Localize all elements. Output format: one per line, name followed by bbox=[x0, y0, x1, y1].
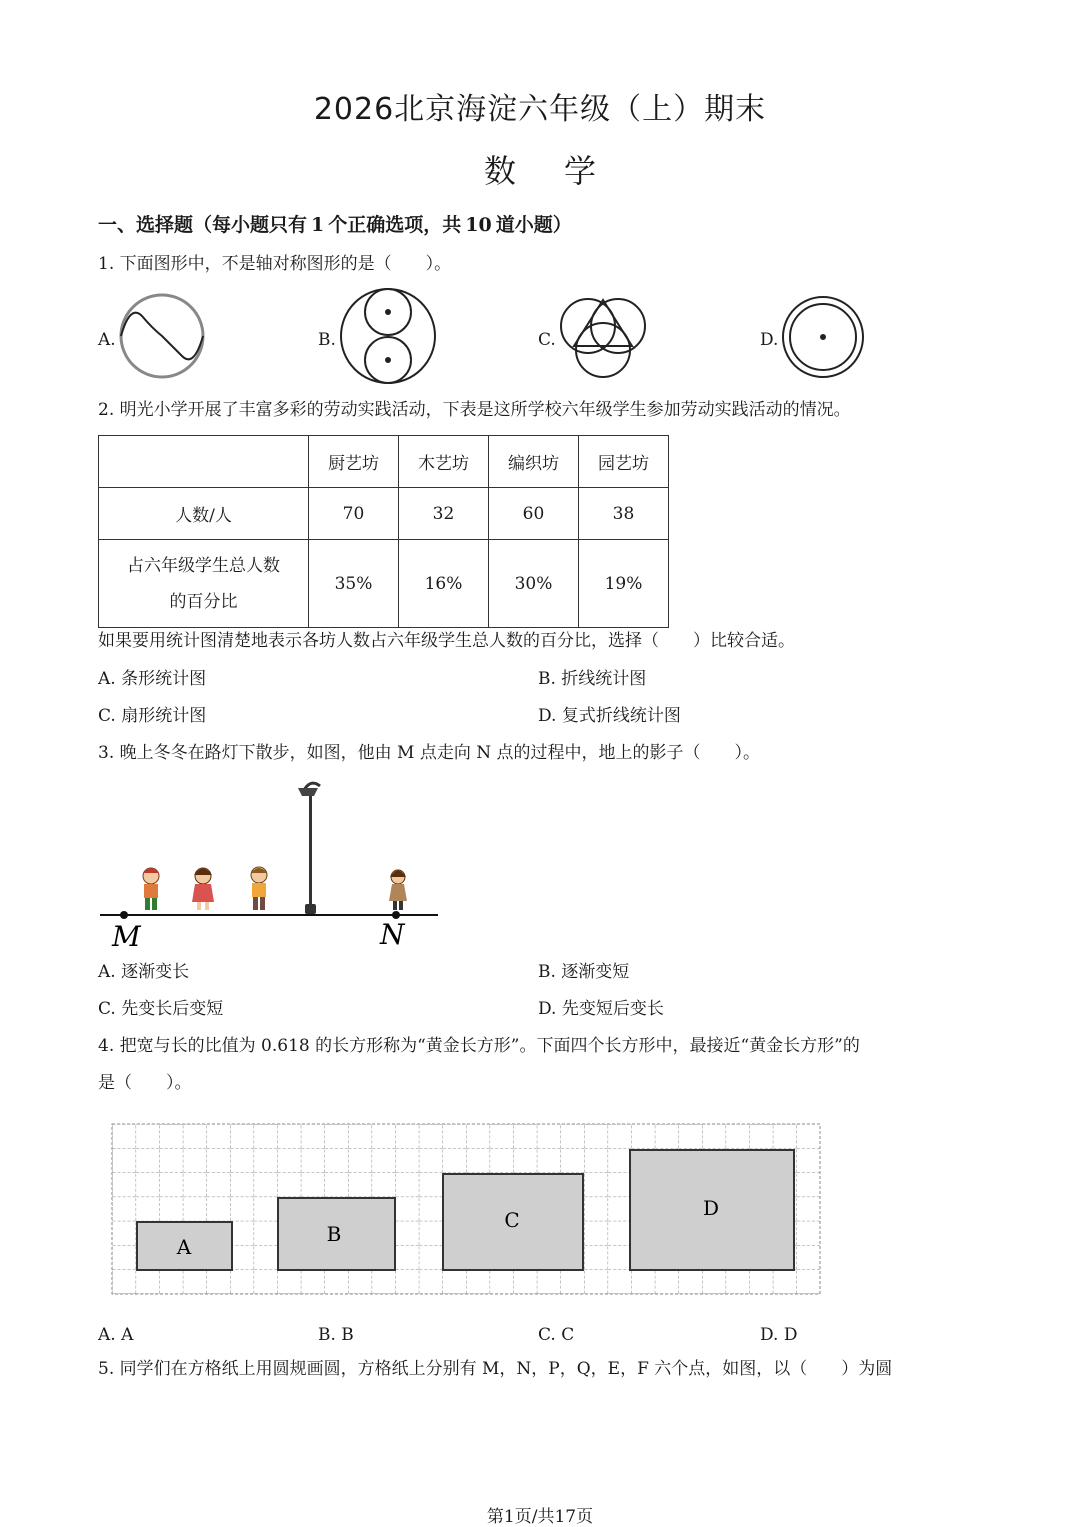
question-3-stem: 3. 晚上冬冬在路灯下散步，如图，他由 M 点走向 N 点的过程中，地上的影子（ ）。 bbox=[98, 743, 761, 763]
child-figure-1 bbox=[143, 868, 159, 910]
triangle-circles-figure bbox=[560, 294, 650, 380]
q4-option-d: D. D bbox=[760, 1325, 798, 1345]
subject-title: 数学 bbox=[483, 152, 644, 190]
table-row-label-line1: 占六年级学生总人数 bbox=[127, 555, 280, 576]
q2-option-c: C. 扇形统计图 bbox=[98, 706, 207, 726]
table-header-cell: 木艺坊 bbox=[399, 436, 489, 488]
q1-option-d-label: D. bbox=[760, 330, 779, 350]
page-number: 第1页/共17页 bbox=[486, 1507, 594, 1527]
table-cell: 19% bbox=[579, 540, 669, 628]
labor-activity-table bbox=[98, 435, 669, 628]
rectangle-b-label: B bbox=[326, 1222, 342, 1246]
point-m-label: M bbox=[112, 920, 141, 953]
question-1-stem: 1. 下面图形中，不是轴对称图形的是（ ）。 bbox=[98, 254, 452, 274]
question-5-stem: 5. 同学们在方格纸上用圆规画圆，方格纸上分别有 M，N，P，Q，E，F 六个点，如图，以（ ）为圆 bbox=[98, 1359, 893, 1379]
q1-option-c-label: C. bbox=[538, 330, 556, 350]
child-figure-4 bbox=[389, 870, 407, 910]
table-row-label-line2: 的百分比 bbox=[169, 591, 238, 612]
table-header-cell: 编织坊 bbox=[489, 436, 579, 488]
table-row-label: 人数/人 bbox=[99, 488, 309, 540]
table-header-blank bbox=[99, 436, 309, 488]
table-cell: 30% bbox=[489, 540, 579, 628]
table-header-cell: 厨艺坊 bbox=[309, 436, 399, 488]
two-circles-in-circle-figure bbox=[340, 288, 440, 388]
point-n-label: N bbox=[380, 918, 405, 951]
q4-option-c: C. C bbox=[538, 1325, 575, 1345]
section-heading-suffix: 道小题） bbox=[495, 214, 572, 236]
section-heading-num1: 1 bbox=[311, 214, 325, 236]
table-cell: 32 bbox=[399, 488, 489, 540]
q3-option-c: C. 先变长后变短 bbox=[98, 999, 224, 1019]
page-title: 2026北京海淀六年级（上）期末 bbox=[313, 92, 767, 127]
question-2-prompt: 如果要用统计图清楚地表示各坊人数占六年级学生总人数的百分比，选择（ ）比较合适。 bbox=[98, 631, 795, 651]
yin-yang-figure bbox=[118, 294, 208, 382]
rectangle-d-label: D bbox=[702, 1196, 720, 1220]
question-2-stem: 2. 明光小学开展了丰富多彩的劳动实践活动，下表是这所学校六年级学生参加劳动实践活动的情况。 bbox=[98, 400, 851, 420]
question-4-stem-line2: 是（ ）。 bbox=[98, 1073, 192, 1093]
q3-option-d: D. 先变短后变长 bbox=[538, 999, 664, 1019]
table-cell: 35% bbox=[309, 540, 399, 628]
q1-option-b-label: B. bbox=[318, 330, 336, 350]
table-cell: 70 bbox=[309, 488, 399, 540]
table-cell: 38 bbox=[579, 488, 669, 540]
child-figure-2 bbox=[192, 868, 214, 910]
table-header-cell: 园艺坊 bbox=[579, 436, 669, 488]
rectangle-a-label: A bbox=[176, 1235, 192, 1259]
q2-option-b: B. 折线统计图 bbox=[538, 669, 647, 689]
concentric-circles-figure bbox=[782, 296, 866, 380]
q3-option-a: A. 逐渐变长 bbox=[98, 962, 190, 982]
q4-option-b: B. B bbox=[318, 1325, 354, 1345]
q2-option-a: A. 条形统计图 bbox=[98, 669, 207, 689]
q4-option-a: A. A bbox=[98, 1325, 134, 1345]
question-4-stem-line1: 4. 把宽与长的比值为 0.618 的长方形称为“黄金长方形”。下面四个长方形中，最接近“黄金长方形”的 bbox=[98, 1036, 860, 1056]
section-heading-num2: 10 bbox=[465, 214, 492, 236]
table-cell: 60 bbox=[489, 488, 579, 540]
q3-option-b: B. 逐渐变短 bbox=[538, 962, 630, 982]
street-lamp-figure bbox=[98, 776, 443, 952]
section-heading-mid: 个正确选项，共 bbox=[328, 214, 462, 236]
section-heading bbox=[98, 210, 572, 237]
q1-option-a-label: A. bbox=[98, 330, 116, 350]
section-heading-prefix: 一、选择题（每小题只有 bbox=[98, 214, 308, 236]
table-cell: 16% bbox=[399, 540, 489, 628]
table-row-label bbox=[99, 540, 309, 628]
child-figure-3 bbox=[251, 867, 267, 910]
rectangle-c-label: C bbox=[504, 1208, 520, 1232]
q2-option-d: D. 复式折线统计图 bbox=[538, 706, 681, 726]
golden-rectangle-grid-figure bbox=[112, 1124, 820, 1296]
